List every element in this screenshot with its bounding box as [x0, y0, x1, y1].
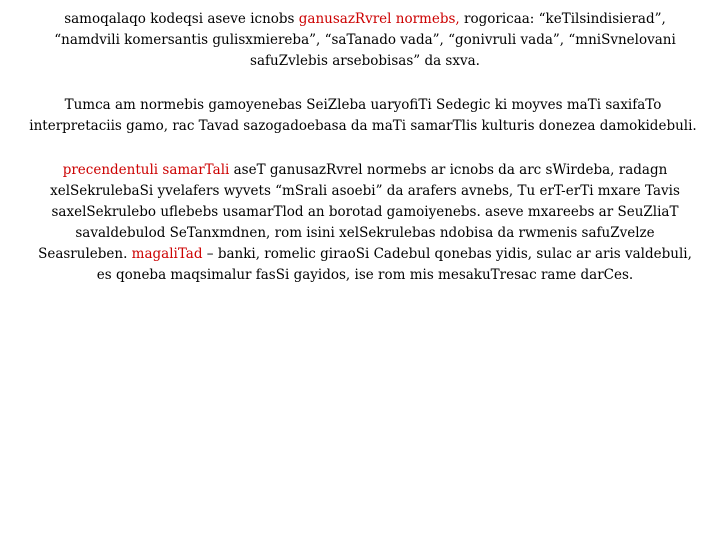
- paragraph-precedent-law: [30, 160, 700, 286]
- highlighted-term: magaliTad: [131, 246, 203, 262]
- highlighted-term: precendentuli samarTali: [62, 162, 230, 178]
- paragraph-indeterminate-norms: [40, 9, 690, 72]
- text-segment: aseT ganusazRvrel normebs ar icnobs da arc sWirdeba, radagn xelSekrulebaSi yvelafers wyvets “mSrali asoebi” da arafers avnebs, Tu erT-erTi mxare Tavis saxelSekrulebo uflebebs usamarTlod an borotad gamoiyenebs. aseve mxareebs ar SeuZliaT savaldebulod SeTanxmdnen, rom isini xelSekrulebas ndobisa da rwmenis safuZvelze Seasruleben.: [38, 162, 680, 262]
- text-segment: samoqalaqo kodeqsi aseve icnobs: [64, 11, 299, 27]
- text-segment: rogoricaa: “keTilsindisierad”, “namdvili komersantis gulisxmiereba”, “saTanado vada”, “gonivruli vada”, “mniSvnelovani safuZvlebis arsebobisas” da sxva.: [54, 11, 676, 69]
- text-segment: – banki, romelic giraoSi Cadebul qonebas yidis, sulac ar aris valdebuli, es qoneba maqsimalur fasSi gayidos, ise rom mis mesakuTresac rame darCes.: [96, 246, 692, 283]
- highlighted-term: ganusazRvrel normebs,: [298, 11, 460, 27]
- paragraph-negative-consequences: [28, 95, 698, 137]
- text-segment: Tumca am normebis gamoyenebas SeiZleba uaryofiTi Sedegic ki moyves maTi saxifaTo interpretaciis gamo, rac Tavad sazogadoebasa da maTi samarTlis kulturis donezea damokidebuli.: [29, 97, 697, 134]
